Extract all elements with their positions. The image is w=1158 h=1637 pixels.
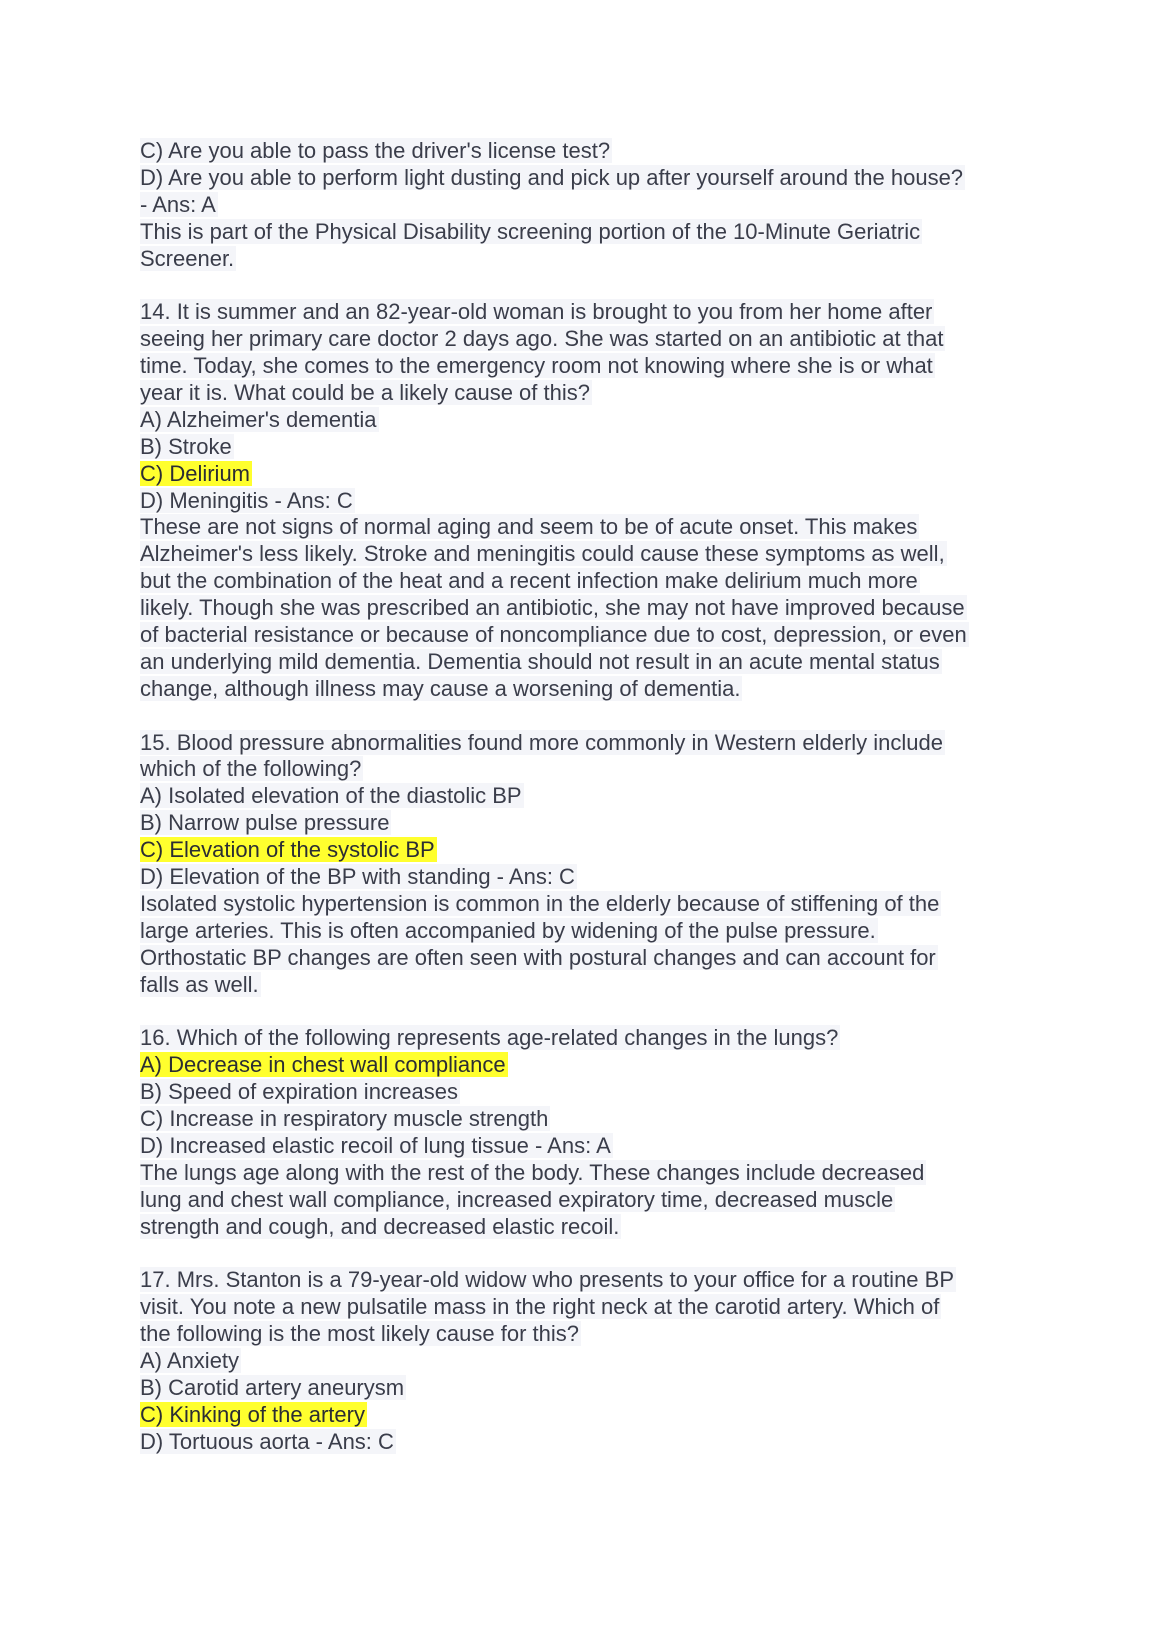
option-line: D) Increased elastic recoil of lung tissue - Ans: A [140, 1132, 611, 1158]
paragraph-gap [140, 999, 1040, 1026]
paragraph-gap [140, 703, 1040, 730]
question-17 [140, 1267, 1040, 1455]
explanation-line: but the combination of the heat and a recent infection make delirium much more [140, 568, 918, 594]
option-line: D) Elevation of the BP with standing - Ans: C [140, 864, 575, 890]
question-15 [140, 730, 1040, 999]
question-line: visit. You note a new pulsatile mass in the right neck at the carotid artery. Which of [140, 1294, 940, 1320]
question-line: 16. Which of the following represents age-related changes in the lungs? [140, 1025, 839, 1051]
paragraph-gap [140, 1241, 1040, 1268]
option-line: A) Isolated elevation of the diastolic BP [140, 783, 522, 809]
option-line: C) Increase in respiratory muscle strength [140, 1106, 549, 1132]
explanation-line: Screener. [140, 245, 235, 271]
option-line: B) Narrow pulse pressure [140, 810, 390, 836]
option-line: A) Anxiety [140, 1348, 240, 1374]
highlighted-correct-option: C) Kinking of the artery [140, 1401, 365, 1427]
question-16 [140, 1025, 1040, 1240]
question-13-tail [140, 138, 1040, 272]
explanation-line: This is part of the Physical Disability screening portion of the 10-Minute Geriatric [140, 218, 921, 244]
question-line: year it is. What could be a likely cause of this? [140, 380, 590, 406]
explanation-line: change, although illness may cause a worsening of dementia. [140, 675, 741, 701]
answer-line: - Ans: A [140, 191, 216, 217]
explanation-line: Alzheimer's less likely. Stroke and meningitis could cause these symptoms as well, [140, 541, 945, 567]
highlighted-correct-option: C) Delirium [140, 460, 250, 486]
question-line: 15. Blood pressure abnormalities found more commonly in Western elderly include [140, 729, 943, 755]
question-line: seeing her primary care doctor 2 days ago. She was started on an antibiotic at that [140, 326, 944, 352]
option-line: B) Stroke [140, 433, 232, 459]
option-line: B) Speed of expiration increases [140, 1079, 458, 1105]
explanation-line: Isolated systolic hypertension is common in the elderly because of stiffening of the [140, 890, 940, 916]
question-14 [140, 299, 1040, 702]
explanation-line: Orthostatic BP changes are often seen with postural changes and can account for [140, 944, 936, 970]
explanation-line: These are not signs of normal aging and seem to be of acute onset. This makes [140, 514, 918, 540]
explanation-line: strength and cough, and decreased elastic recoil. [140, 1213, 620, 1239]
option-line: D) Tortuous aorta - Ans: C [140, 1428, 394, 1454]
question-line: 17. Mrs. Stanton is a 79-year-old widow who presents to your office for a routine BP [140, 1267, 954, 1293]
explanation-line: an underlying mild dementia. Dementia should not result in an acute mental status [140, 648, 940, 674]
option-line: D) Meningitis - Ans: C [140, 487, 353, 513]
page-content [140, 138, 1040, 1456]
explanation-line: large arteries. This is often accompanied by widening of the pulse pressure. [140, 917, 876, 943]
explanation-line: falls as well. [140, 971, 259, 997]
explanation-line: likely. Though she was prescribed an antibiotic, she may not have improved because [140, 595, 965, 621]
paragraph-gap [140, 272, 1040, 299]
explanation-line: of bacterial resistance or because of noncompliance due to cost, depression, or even [140, 622, 967, 648]
question-line: 14. It is summer and an 82-year-old woman is brought to you from her home after [140, 299, 933, 325]
option-line: B) Carotid artery aneurysm [140, 1374, 405, 1400]
question-line: the following is the most likely cause for this? [140, 1321, 579, 1347]
explanation-line: lung and chest wall compliance, increased expiratory time, decreased muscle [140, 1186, 894, 1212]
question-line: time. Today, she comes to the emergency room not knowing where she is or what [140, 353, 933, 379]
text-line: D) Are you able to perform light dusting and pick up after yourself around the house? [140, 164, 964, 190]
question-line: which of the following? [140, 756, 362, 782]
text-line: C) Are you able to pass the driver's license test? [140, 138, 611, 163]
highlighted-correct-option: A) Decrease in chest wall compliance [140, 1052, 506, 1078]
option-line: A) Alzheimer's dementia [140, 406, 377, 432]
highlighted-correct-option: C) Elevation of the systolic BP [140, 837, 435, 863]
explanation-line: The lungs age along with the rest of the body. These changes include decreased [140, 1159, 925, 1185]
